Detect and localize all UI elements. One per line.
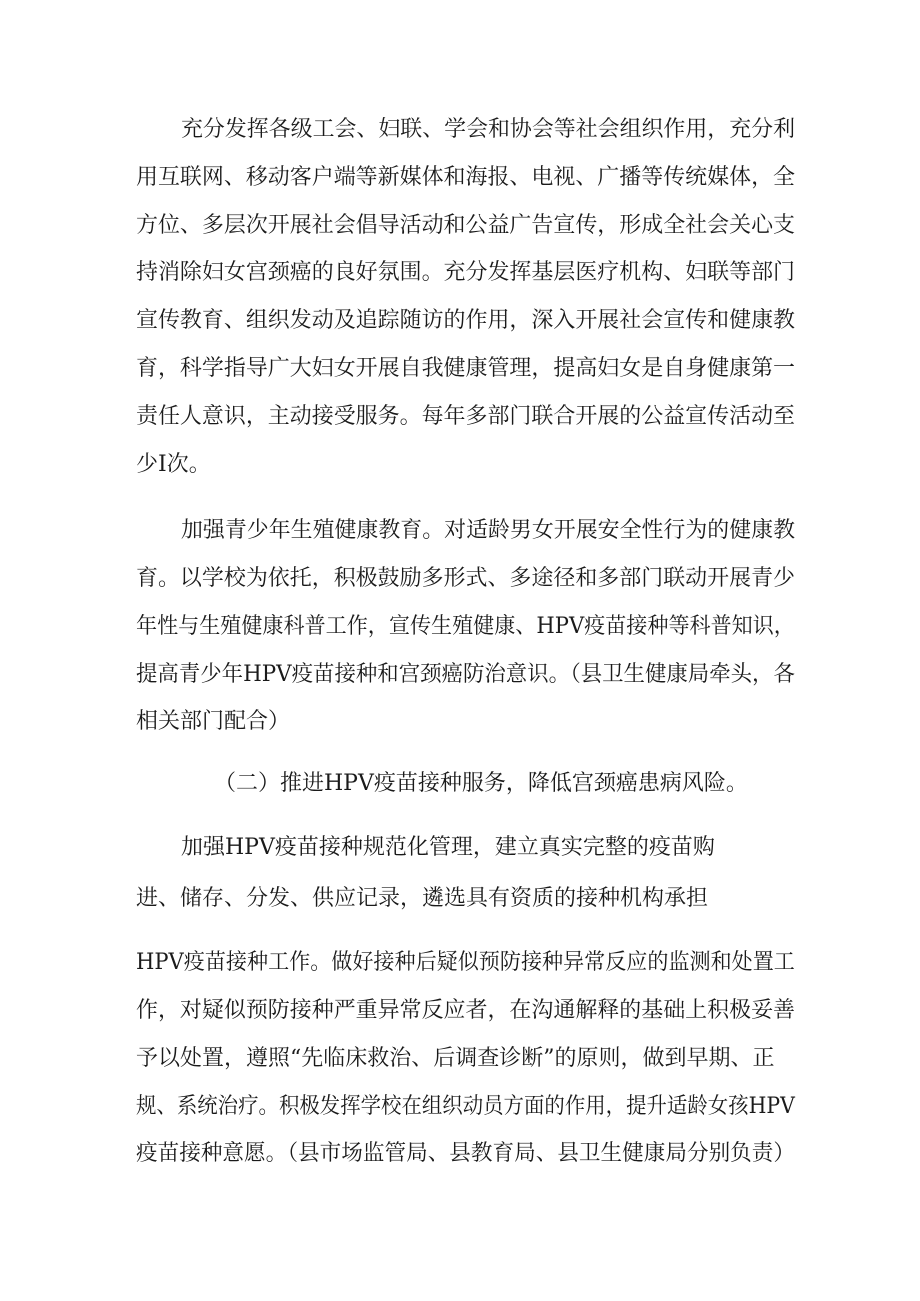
paragraph-2-line-3: 年性与生殖健康科普工作，宣传生殖健康、HPV疫苗接种等科普知识， bbox=[136, 614, 795, 639]
paragraph-3-line-1: 加强HPV疫苗接种规范化管理，建立真实完整的疫苗购 bbox=[181, 835, 715, 860]
paragraph-2-line-4: 提高青少年HPV疫苗接种和宫颈癌防治意识。（县卫生健康局牵头，各 bbox=[136, 662, 795, 687]
paragraph-1-line-2: 用互联网、移动客户端等新媒体和海报、电视、广播等传统媒体，全 bbox=[136, 165, 796, 190]
paragraph-1-line-1: 充分发挥各级工会、妇联、学会和协会等社会组织作用，充分利 bbox=[181, 117, 796, 142]
paragraph-1-line-4: 持消除妇女宫颈癌的良好氛围。充分发挥基层医疗机构、妇联等部门 bbox=[136, 260, 796, 285]
paragraph-3-line-7: 疫苗接种意愿。（县市场监管局、县教育局、县卫生健康局分别负责） bbox=[136, 1141, 796, 1166]
paragraph-3-line-4: 作，对疑似预防接种严重异常反应者，在沟通解释的基础上积极妥善 bbox=[136, 998, 796, 1023]
paragraph-3-line-2: 进、储存、分发、供应记录，遴选具有资质的接种机构承担 bbox=[136, 886, 709, 911]
paragraph-2-line-5: 相关部门配合） bbox=[136, 709, 291, 734]
paragraph-3-line-3: HPV疫苗接种工作。做好接种后疑似预防接种异常反应的监测和处置工 bbox=[136, 950, 795, 975]
paragraph-3-line-5: 予以处置，遵照“先临床救治、后调查诊断”的原则，做到早期、正 bbox=[136, 1046, 775, 1071]
paragraph-2-line-1: 加强青少年生殖健康教育。对适龄男女开展安全性行为的健康教 bbox=[181, 518, 796, 543]
paragraph-1-line-7: 责任人意识，主动接受服务。每年多部门联合开展的公益宣传活动至 bbox=[136, 404, 796, 429]
section-heading: （二）推进HPV疫苗接种服务，降低宫颈癌患病风险。 bbox=[214, 771, 748, 796]
paragraph-2-line-2: 育。以学校为依托，积极鼓励多形式、多途径和多部门联动开展青少 bbox=[136, 566, 796, 591]
paragraph-3-line-6: 规、系统治疗。积极发挥学校在组织动员方面的作用，提升适龄女孩HPV bbox=[136, 1094, 795, 1119]
paragraph-1-line-6: 育，科学指导广大妇女开展自我健康管理，提高妇女是自身健康第一 bbox=[136, 356, 796, 381]
paragraph-1-line-3: 方位、多层次开展社会倡导活动和公益广告宣传，形成全社会关心支 bbox=[136, 213, 796, 238]
paragraph-1-line-8: 少I次。 bbox=[136, 452, 211, 477]
paragraph-1-line-5: 宣传教育、组织发动及追踪随访的作用，深入开展社会宣传和健康教 bbox=[136, 308, 796, 333]
